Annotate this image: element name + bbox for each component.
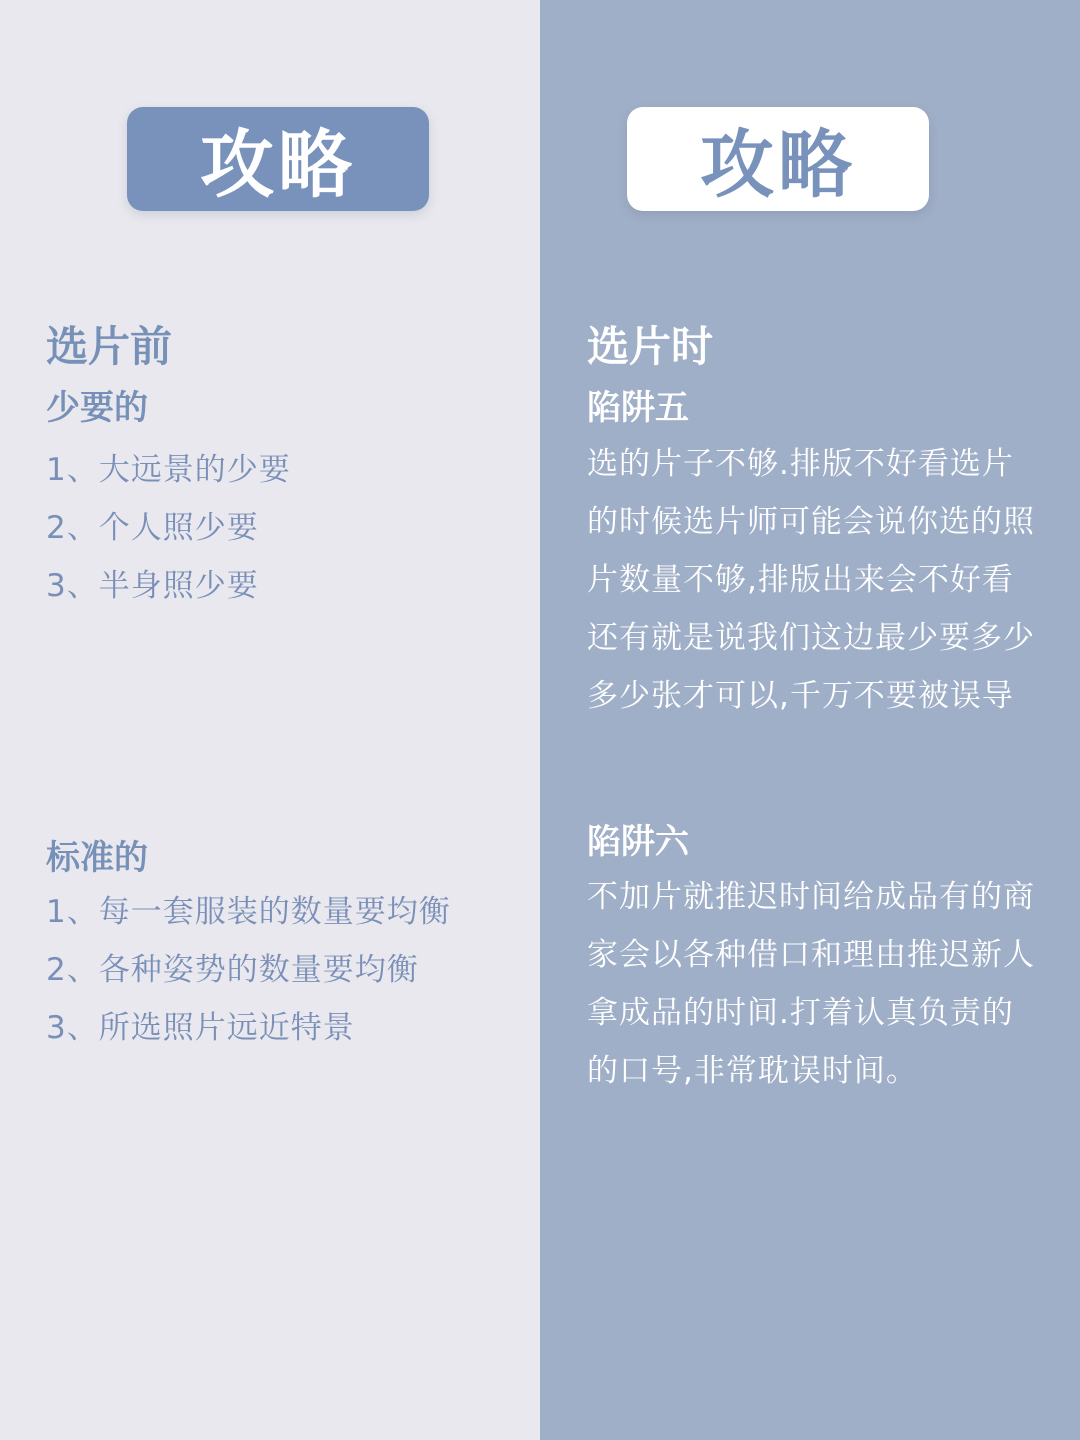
trap5-text: 选的片子不够.排版不好看选片的时候选片师可能会说你选的照片数量不够,排版出来会不好看还有就是说我们这边最少要多少多少张才可以,千万不要被误导: [587, 446, 1035, 714]
trap5-heading: 陷阱五: [587, 388, 689, 428]
trap6-heading: 陷阱六: [587, 822, 689, 862]
list-item: 3、所选照片远近特景: [46, 1010, 355, 1046]
section-heading-few: 少要的: [46, 388, 148, 428]
list-item: 2、各种姿势的数量要均衡: [46, 952, 419, 988]
trap6-text: 不加片就推迟时间给成品有的商家会以各种借口和理由推迟新人拿成品的时间.打着认真负责的的口号,非常耽误时间。: [587, 879, 1035, 1089]
left-badge: 攻略: [127, 107, 429, 211]
list-item: 2、个人照少要: [46, 510, 259, 546]
list-item: 1、每一套服装的数量要均衡: [46, 894, 451, 930]
right-panel: [540, 0, 1080, 1440]
right-badge: 攻略: [627, 107, 929, 211]
right-title: 选片时: [587, 322, 714, 371]
section-heading-standard: 标准的: [46, 838, 148, 878]
left-title: 选片前: [46, 322, 173, 371]
list-item: 3、半身照少要: [46, 568, 259, 604]
list-item: 1、大远景的少要: [46, 452, 291, 488]
